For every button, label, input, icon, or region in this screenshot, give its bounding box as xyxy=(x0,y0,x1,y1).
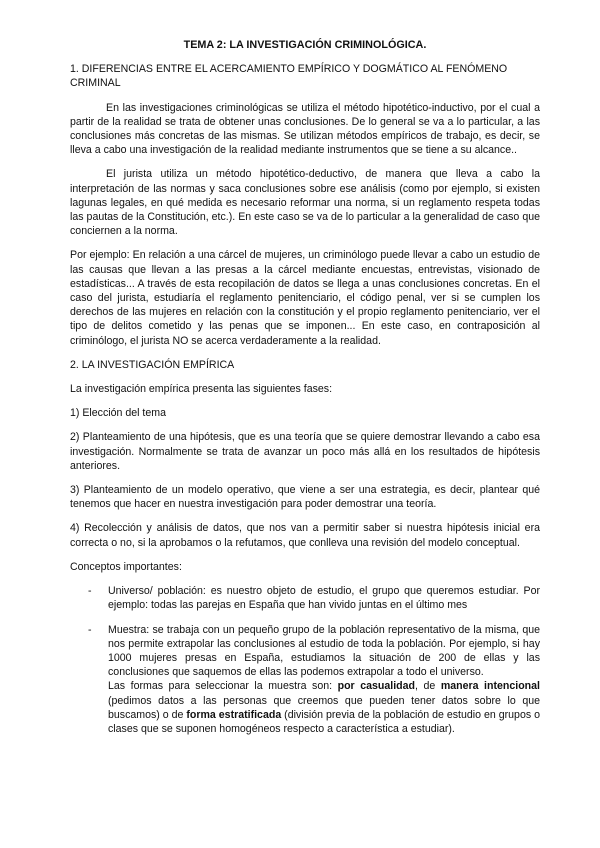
concepts-heading: Conceptos importantes: xyxy=(70,560,182,573)
sample-forms-text xyxy=(108,679,540,736)
concept-item-sample xyxy=(70,623,540,737)
bold-term: manera intencional xyxy=(440,680,540,693)
phase-item: 3) Planteamiento de un modelo operativo, que viene a ser una estrategia, es decir, plantear qué tenemos que hacer en nuestra investigación para poder demostrar una teoría. xyxy=(70,484,540,511)
concepts-list xyxy=(70,584,540,736)
text-run: (división previa de la población de estudio en grupos o clases que se suponen homogéneos respecto a característica a estudiar). xyxy=(108,708,540,735)
text-run: (pedimos datos a las personas que creemos que pueden tener datos sobre lo que buscamos) o de xyxy=(108,694,540,721)
bold-term: por casualidad xyxy=(337,680,415,693)
phase-item: 2) Planteamiento de una hipótesis, que es una teoría que se quiere demostrar llevando a cabo esa investigación. Normalmente se trata de avanzar un poco más allá en los resultados de hipótesis anteriores. xyxy=(70,431,540,472)
concept-text: Muestra: se trabaja con un pequeño grupo de la población representativo de la misma, que nos permite extrapolar las conclusiones al estudio de toda la población. Por ejemplo, si hay 1000 mujeres presas en España, estudiamos la situación de 200 de ellas y las conclusiones que saquemos de ellas las podemos extrapolar a todo el universo. xyxy=(108,623,540,679)
list-dash: - xyxy=(88,623,92,636)
bold-term: forma estratificada xyxy=(186,708,282,721)
section1-paragraph-1: En las investigaciones criminológicas se utiliza el método hipotético-inductivo, por el cual a partir de la realidad se trata de obtener unas conclusiones. De lo general se va a lo particular, a las conclusiones más concretas de las mismas. Se utilizan métodos empíricos de trabajo, es decir, se lleva a cabo una investigación de la realidad mediante instrumentos que se tiene a su alcance.. xyxy=(70,101,540,157)
text-run: Las formas para seleccionar la muestra son: xyxy=(108,680,338,693)
section2-intro: La investigación empírica presenta las siguientes fases: xyxy=(70,383,333,396)
document-page xyxy=(70,38,540,746)
concept-item-universe xyxy=(70,584,540,612)
section2-heading: 2. LA INVESTIGACIÓN EMPÍRICA xyxy=(70,358,235,371)
section1-paragraph-3: Por ejemplo: En relación a una cárcel de mujeres, un criminólogo puede llevar a cabo un estudio de las causas que llevan a las presas a la cárcel mediante encuestas, entrevistas, visionado de estadísticas... A través de esta recopilación de datos se llega a unas conclusiones concretas. En el caso del jurista, estudiaría el reglamento penitenciario, el código penal, ver si se cumplen los derechos de las mujeres en relación con la constitución y el propio reglamento penitenciario, ver el tipo de delitos cometido y las penas que se imponen... En este caso, en contraposición al criminólogo, el jurista NO se acerca verdaderamente a la realidad. xyxy=(70,249,540,347)
document-title: TEMA 2: LA INVESTIGACIÓN CRIMINOLÓGICA. xyxy=(183,39,427,51)
phase-item: 4) Recolección y análisis de datos, que nos van a permitir saber si nuestra hipótesis inicial era correcta o no, si la aprobamos o la refutamos, que conlleva una revisión del modelo conceptual. xyxy=(70,522,540,549)
concept-text: Universo/ población: es nuestro objeto de estudio, el grupo que queremos estudiar. Por ejemplo: todas las parejas en España que han vivido juntas en el último mes xyxy=(108,585,540,612)
phase-item: 1) Elección del tema xyxy=(70,407,166,420)
text-run: , de xyxy=(414,680,441,693)
section1-paragraph-2: El jurista utiliza un método hipotético-deductivo, de manera que lleva a cabo la interpretación de las normas y saca conclusiones sobre ese análisis (como por ejemplo, si existen lagunas legales, en qué medida es necesario reformar una norma, si un reglamento respeta todas las pautas de la Constitución, etc.). En este caso se va de lo particular a la generalidad de caso que conciernen a la norma. xyxy=(70,168,540,238)
section1-heading: 1. DIFERENCIAS ENTRE EL ACERCAMIENTO EMPÍRICO Y DOGMÁTICO AL FENÓMENO CRIMINAL xyxy=(70,63,508,90)
list-dash: - xyxy=(88,585,92,598)
